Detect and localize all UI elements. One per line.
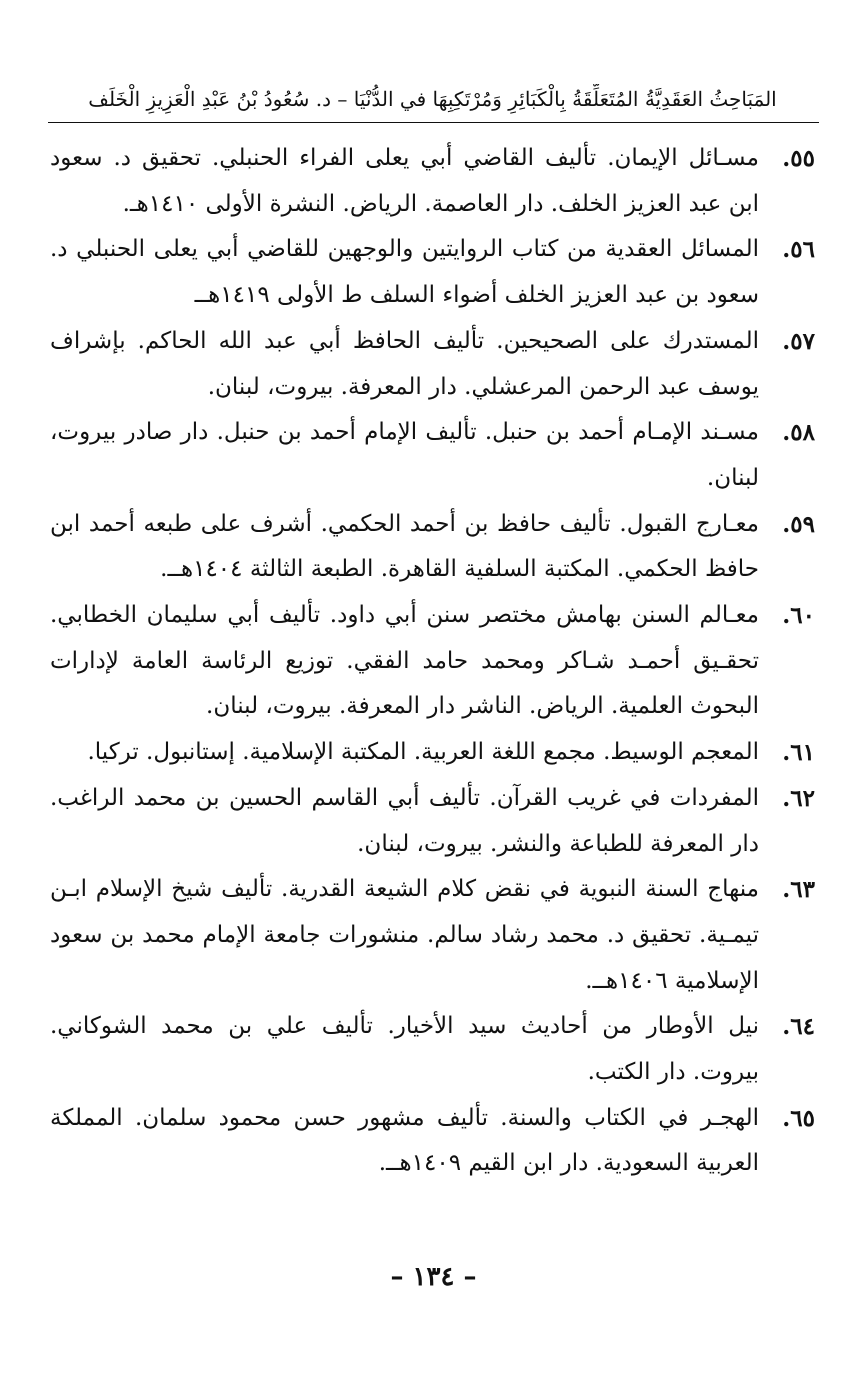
entry-number: ٥٩. [782,510,815,538]
entry-number: ٦٤. [782,1013,815,1041]
bibliography-entry [50,1096,815,1187]
entry-number: ٥٨. [782,419,815,447]
entry-text: المستدرك على الصحيحين. تأليف الحافظ أبي عبد الله الحاكم. بإشراف يوسف عبد الرحمن المرعشلي. دار المعرفة. بيروت، لبنان. [50,327,759,400]
entry-number: ٥٥. [782,145,815,172]
entry-text: مسـائل الإيمان. تأليف القاضي أبي يعلى الفراء الحنبلي. تحقيق د. سعود ابن عبد العزيز الخلف. دار العاصمة. الرياض. النشرة الأولى ١٤١٠هـ. [50,145,759,217]
bibliography-entry [50,776,815,867]
entry-text: معـارج القبول. تأليف حافظ بن أحمد الحكمي. أشرف على طبعه أحمد ابن حافظ الحكمي. المكتبة السلفية القاهرة. الطبعة الثالثة ١٤٠٤هــ. [50,510,759,583]
entry-number: ٥٧. [782,327,815,355]
entry-text: نيل الأوطار من أحاديث سيد الأخيار. تأليف علي بن محمد الشوكاني. بيروت. دار الكتب. [50,1013,759,1086]
entry-text: معـالم السنن بهامش مختصر سنن أبي داود. تأليف أبي سليمان الخطابي. تحقـيق أحمـد شـاكر ومحمد حامد الفقي. توزيع الرئاسة العامة لإدارات البحوث العلمية. الرياض. الناشر دار المعرفة. بيروت، لبنان. [50,602,759,720]
entry-number: ٦٥. [782,1104,815,1132]
bibliography-entry [50,319,815,410]
running-header: المَبَاحِثُ العَقَدِيَّةُ المُتَعَلِّقَةُ بِالْكَبَائِرِ وَمُرْتَكِبِهَا في الدُّنْيَا – د. سُعُودُ بْنُ عَبْدِ الْعَزِيزِ الْخَلَف [88,87,777,111]
entry-text: المسائل العقدية من كتاب الروايتين والوجهين للقاضي أبي يعلى الحنبلي د. سعود بن عبد العزيز الخلف أضواء السلف ط الأولى ١٤١٩هــ [50,236,759,309]
entry-text: المعجم الوسيط. مجمع اللغة العربية. المكتبة الإسلامية. إستانبول. تركيا. [87,739,759,766]
bibliography-entry [50,136,815,227]
entry-number: ٦٢. [782,784,815,812]
bibliography-entry [50,593,815,730]
entry-number: ٦٣. [782,876,815,904]
entry-number: ٥٦. [782,236,815,264]
entry-text: مسـند الإمـام أحمد بن حنبل. تأليف الإمام أحمد بن حنبل. دار صادر بيروت، لبنان. [50,419,759,491]
header-divider [48,122,819,123]
bibliography-entry [50,730,815,776]
bibliography-entry [50,1004,815,1095]
bibliography-entry [50,867,815,1004]
bibliography-entry [50,410,815,501]
bibliography-entry [50,227,815,318]
entry-text: المفردات في غريب القرآن. تأليف أبي القاسم الحسين بن محمد الراغب. دار المعرفة للطباعة والنشر. بيروت، لبنان. [50,784,759,857]
page-number: – ١٣٤ – [390,1262,477,1292]
bibliography-list [50,136,815,1187]
bibliography-entry [50,502,815,593]
entry-number: ٦٠. [782,602,815,630]
entry-number: ٦١. [782,739,815,767]
entry-text: منهاج السنة النبوية في نقض كلام الشيعة القدرية. تأليف شيخ الإسلام ابـن تيمـية. تحقيق د. محمد رشاد سالم. منشورات جامعة الإمام محمد بن سعود الإسلامية ١٤٠٦هــ. [50,876,759,994]
entry-text: الهجـر في الكتاب والسنة. تأليف مشهور حسن محمود سلمان. المملكة العربية السعودية. دار ابن القيم ١٤٠٩هــ. [50,1104,759,1177]
